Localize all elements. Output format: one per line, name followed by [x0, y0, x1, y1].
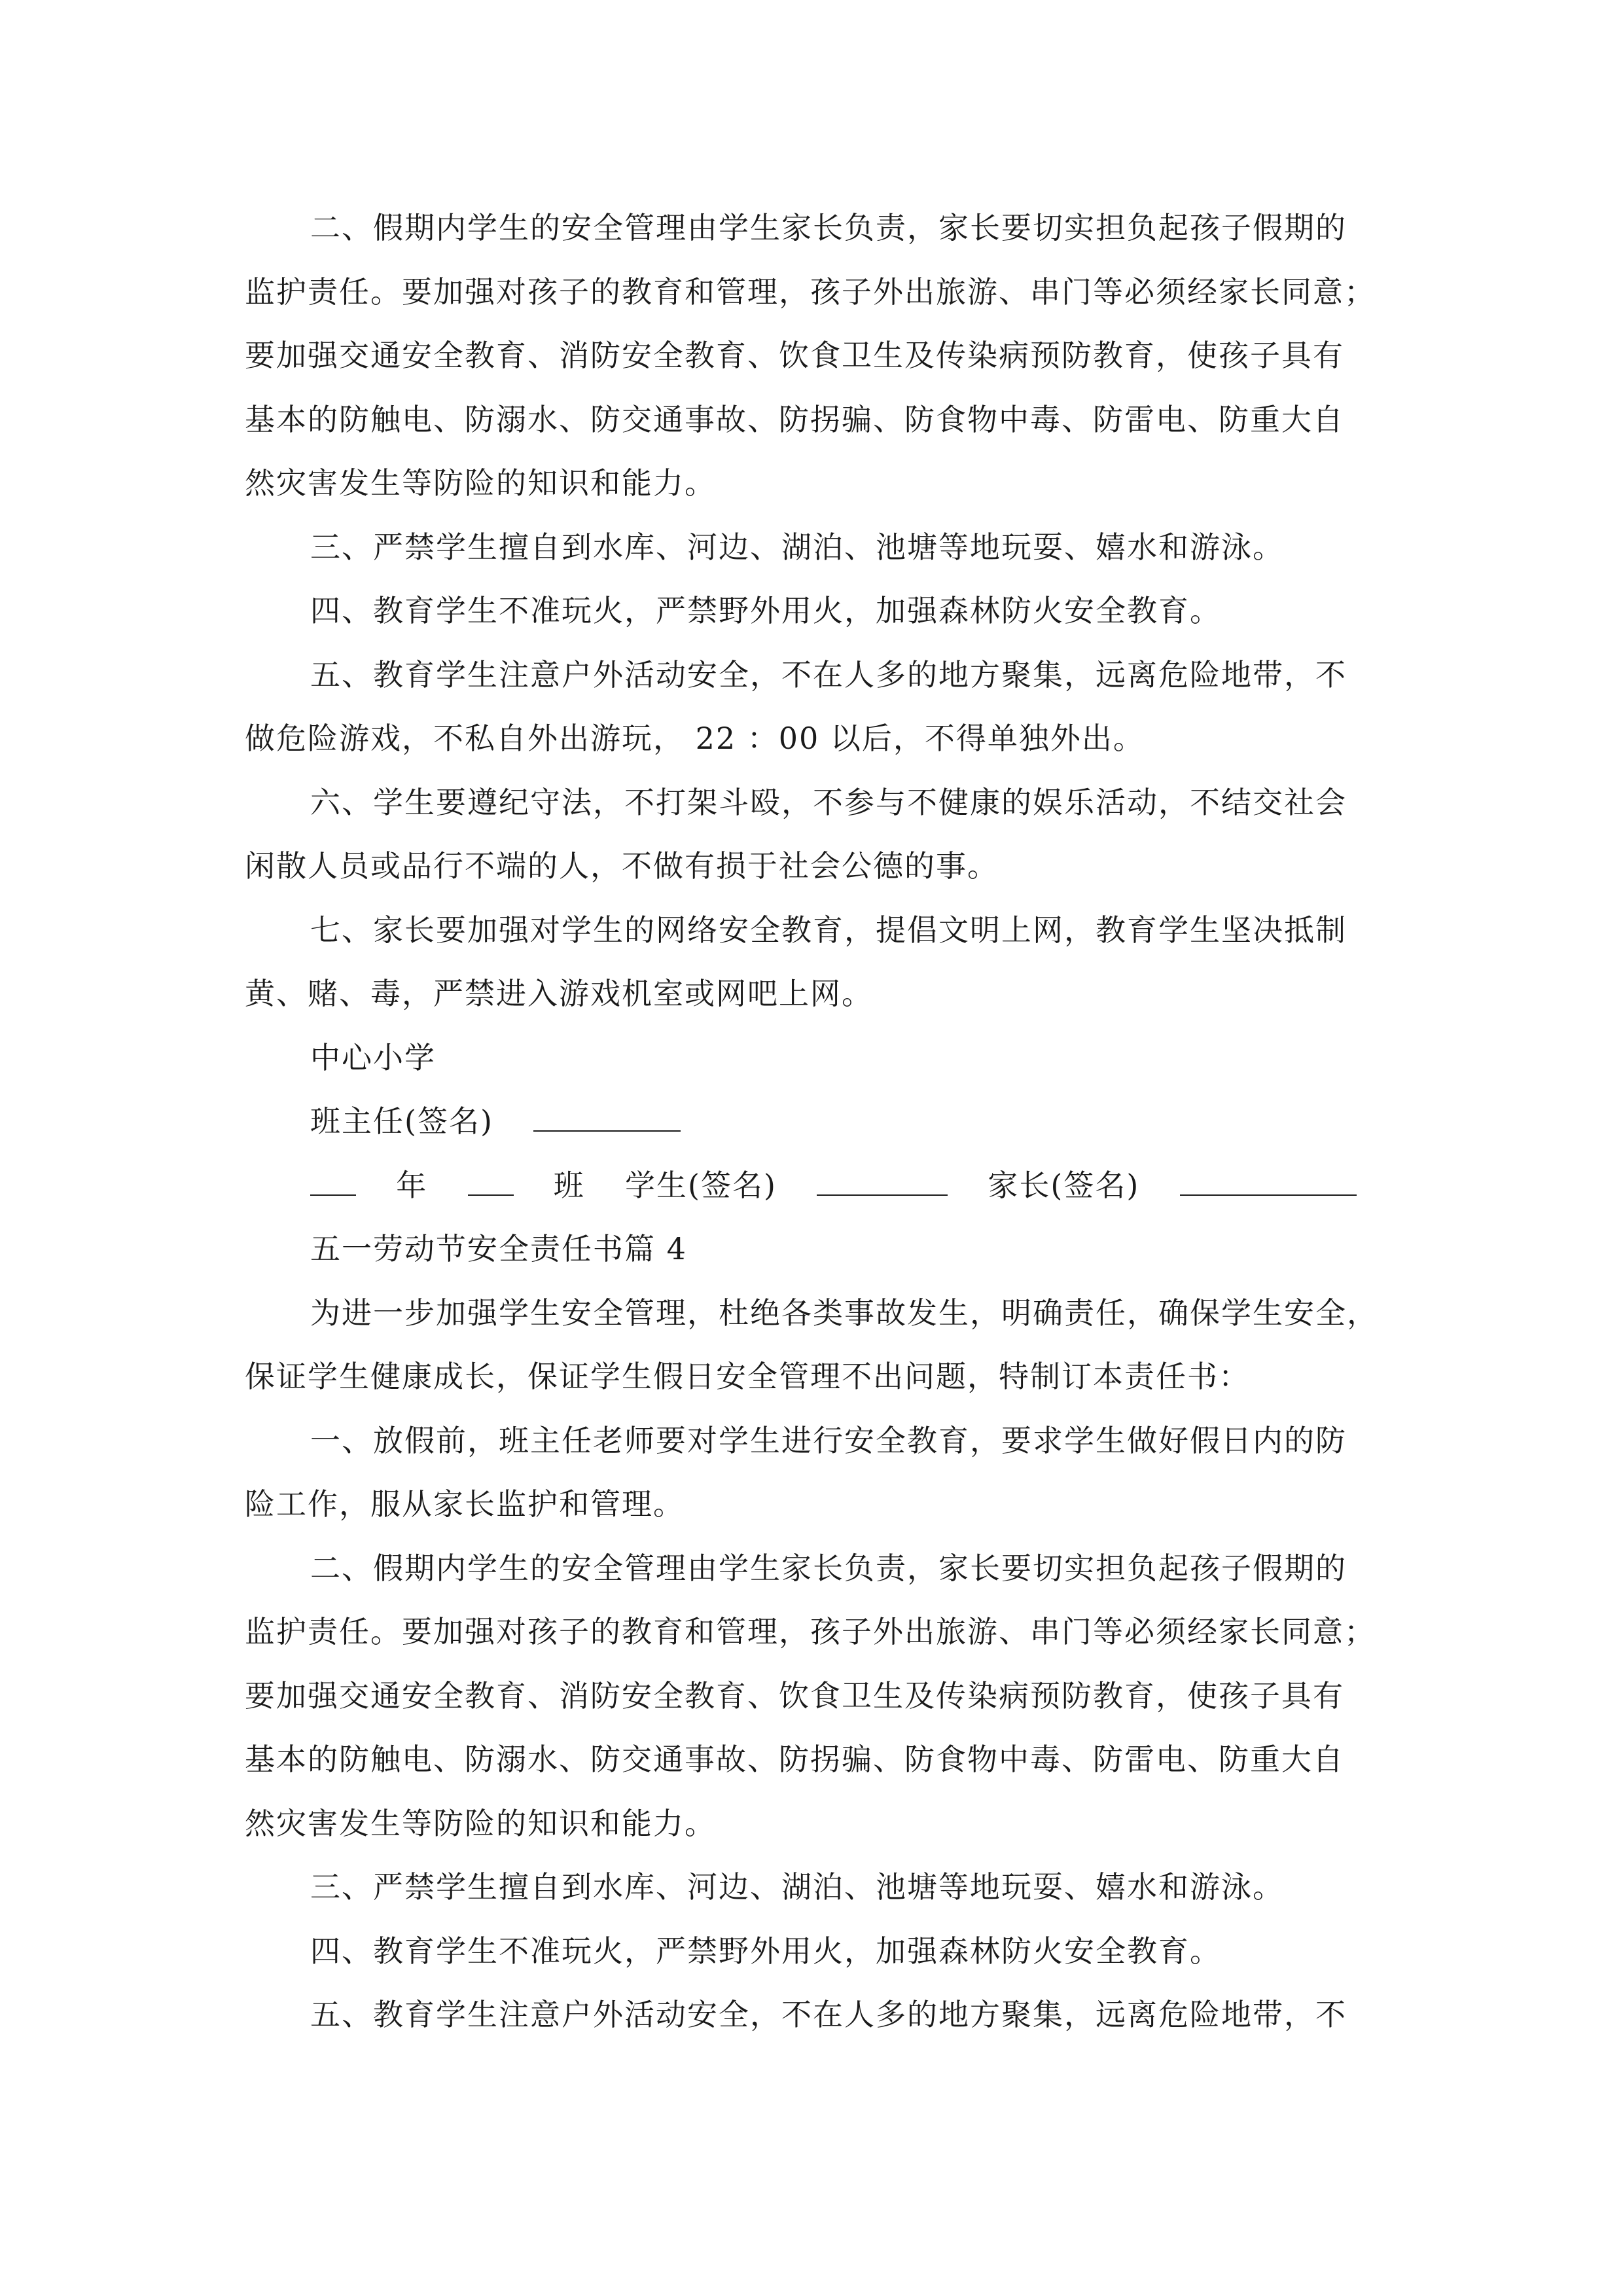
text-line: 做危险游戏，不私自外出游玩， 22 ：00 以后，不得单独外出。: [245, 721, 1145, 756]
text-line: 然灾害发生等防险的知识和能力。: [245, 465, 716, 501]
text-line: 闲散人员或品行不端的人，不做有损于社会公德的事。: [245, 848, 999, 884]
text-line: 基本的防触电、防溺水、防交通事故、防拐骗、防食物中毒、防雷电、防重大自: [245, 1742, 1344, 1777]
text-line: 保证学生健康成长，保证学生假日安全管理不出问题，特制订本责任书：: [245, 1359, 1250, 1394]
parent-signature-blank: [1180, 1168, 1357, 1196]
parent-signature-label: 家长(签名): [988, 1167, 1140, 1203]
grade-blank: [310, 1168, 356, 1196]
teacher-signature-line: [245, 1090, 1383, 1154]
text-line: 监护责任。要加强对孩子的教育和管理，孩子外出旅游、串门等必须经家长同意；: [245, 1614, 1376, 1649]
class-signature-line: [245, 1154, 1383, 1218]
class-blank: [468, 1168, 514, 1196]
text-line: 一、放假前，班主任老师要对学生进行安全教育，要求学生做好假日内的防: [310, 1422, 1347, 1458]
text-line: 二、假期内学生的安全管理由学生家长负责，家长要切实担负起孩子假期的: [310, 1550, 1347, 1586]
text-line: 基本的防触电、防溺水、防交通事故、防拐骗、防食物中毒、防雷电、防重大自: [245, 401, 1344, 437]
text-line: 五、教育学生注意户外活动安全，不在人多的地方聚集，远离危险地带，不: [310, 1997, 1347, 2032]
student-signature-label: 学生(签名): [625, 1167, 777, 1203]
text-line: 然灾害发生等防险的知识和能力。: [245, 1805, 716, 1841]
text-line: 五、教育学生注意户外活动安全，不在人多的地方聚集，远离危险地带，不: [310, 656, 1347, 692]
text-line: 六、学生要遵纪守法，不打架斗殴，不参与不健康的娱乐活动，不结交社会: [310, 784, 1347, 820]
text-line: 监护责任。要加强对孩子的教育和管理，孩子外出旅游、串门等必须经家长同意；: [245, 274, 1376, 310]
class-label: 班: [553, 1167, 585, 1203]
text-line: 四、教育学生不准玩火，严禁野外用火，加强森林防火安全教育。: [310, 593, 1221, 628]
text-line: 三、严禁学生擅自到水库、河边、湖泊、池塘等地玩耍、嬉水和游泳。: [310, 1869, 1284, 1905]
teacher-signature-label: 班主任(签名): [310, 1103, 493, 1139]
text-line: 四、教育学生不准玩火，严禁野外用火，加强森林防火安全教育。: [310, 1933, 1221, 1969]
text-line: 三、严禁学生擅自到水库、河边、湖泊、池塘等地玩耍、嬉水和游泳。: [310, 529, 1284, 565]
section-title: 五一劳动节安全责任书篇 4: [310, 1231, 687, 1266]
teacher-signature-blank: [533, 1104, 681, 1132]
text-line: 二、假期内学生的安全管理由学生家长负责，家长要切实担负起孩子假期的: [310, 210, 1347, 245]
text-line: 要加强交通安全教育、消防安全教育、饮食卫生及传染病预防教育，使孩子具有: [245, 338, 1344, 373]
text-line: 险工作，服从家长监护和管理。: [245, 1486, 685, 1522]
text-line: 要加强交通安全教育、消防安全教育、饮食卫生及传染病预防教育，使孩子具有: [245, 1677, 1344, 1713]
document-page: [245, 196, 1383, 2047]
text-line: 为进一步加强学生安全管理，杜绝各类事故发生，明确责任，确保学生安全，: [310, 1295, 1378, 1331]
grade-label: 年: [396, 1167, 428, 1203]
school-name: 中心小学: [310, 1039, 436, 1075]
text-line: 黄、赌、毒，严禁进入游戏机室或网吧上网。: [245, 976, 873, 1011]
student-signature-blank: [817, 1168, 948, 1196]
text-line: 七、家长要加强对学生的网络安全教育，提倡文明上网，教育学生坚决抵制: [310, 912, 1347, 948]
